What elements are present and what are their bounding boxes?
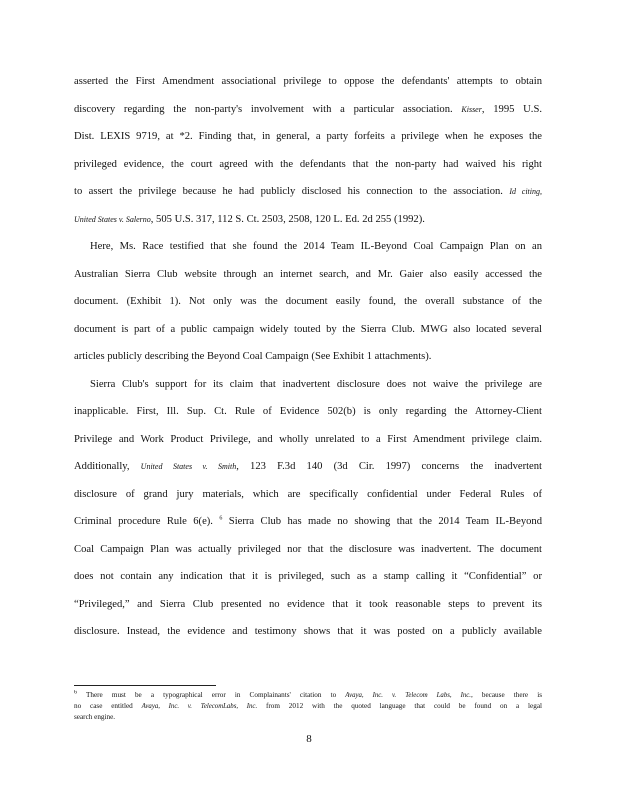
footnote <box>74 690 542 722</box>
case-citation: United States v. Smith <box>140 462 237 471</box>
text-line: Privilege and Work Product Privilege, and wholly unrelated to a First Amendment privilege claim. <box>74 433 542 445</box>
text-line: inapplicable. First, Ill. Sup. Ct. Rule of Evidence 502(b) is only regarding the Attorney-Client <box>74 406 542 417</box>
text-line: disclosure of grand jury materials, which are specifically confidential under Federal Rules of <box>74 488 542 500</box>
body-text <box>74 68 542 646</box>
text-line: document is part of a public campaign widely touted by the Sierra Club. MWG also located several <box>74 323 542 335</box>
case-citation: United States v. Salerno <box>74 214 151 224</box>
text-line: to assert the privilege because he had publicly disclosed his connection to the association. Id citing, <box>74 186 542 197</box>
text-line: discovery regarding the non-party's involvement with a particular association. Kisser, 1995 U.S. <box>74 103 542 115</box>
text-line: United States v. Salerno, 505 U.S. 317, 112 S. Ct. 2503, 2508, 120 L. Ed. 2d 255 (1992). <box>74 213 425 225</box>
text-line: Dist. LEXIS 9719, at *2. Finding that, in general, a party forfeits a privilege when he exposes the <box>74 131 542 142</box>
text-line: articles publicly describing the Beyond Coal Campaign (See Exhibit 1 attachments). <box>74 351 432 362</box>
footnote-marker: 6 <box>74 690 77 696</box>
footnote-reference[interactable]: 6 <box>219 515 223 522</box>
text-line: document. (Exhibit 1). Not only was the document easily found, the overall substance of the <box>74 296 542 307</box>
text-line: disclosure. Instead, the evidence and testimony shows that it was posted on a publicly available <box>74 626 542 637</box>
text-line: does not contain any indication that it is privileged, such as a stamp calling it “Confidential” or <box>74 571 542 582</box>
footnote-line: search engine. <box>74 713 116 721</box>
footnote-line: no case entitled Avaya, Inc. v. TelecomLabs, Inc. from 2012 with the quoted language that could be found on a legal <box>74 702 542 710</box>
text-line: “Privileged,” and Sierra Club presented no evidence that it took reasonable steps to prevent its <box>74 598 542 610</box>
case-citation: Avaya, Inc. v. Telecom Labs, Inc. <box>345 692 471 699</box>
case-citation: Id citing, <box>509 187 542 196</box>
footnote-line: $^6$ There must be a typographical error in Complainants' citation to Avaya, Inc. v. Telecom Labs, Inc., because there is <box>74 690 542 699</box>
text-line: Australian Sierra Club website through an internet search, and Mr. Gaier also easily accessed the <box>74 268 542 280</box>
text-line: Here, Ms. Race testified that she found the 2014 Team IL-Beyond Coal Campaign Plan on an <box>90 241 542 252</box>
text-line: Additionally, United States v. Smith, 123 F.3d 140 (3d Cir. 1997) concerns the inadvertent <box>74 461 542 472</box>
footnote-divider <box>74 685 216 686</box>
text-line: Sierra Club's support for its claim that inadvertent disclosure does not waive the privilege are <box>90 378 542 390</box>
text-line: privileged evidence, the court agreed with the defendants that the non-party had waived his right <box>74 158 542 170</box>
case-citation: Kisser <box>461 104 482 114</box>
text-line: Coal Campaign Plan was actually privileged nor that the disclosure was inadvertent. The document <box>74 543 542 555</box>
page-number: 8 <box>306 733 312 745</box>
text-line: asserted the First Amendment associational privilege to oppose the defendants' attempts to obtain <box>74 76 542 87</box>
case-citation: Avaya, Inc. v. TelecomLabs, Inc. <box>141 703 258 710</box>
text-line: Criminal procedure Rule 6(e). $^6$ Sierra Club has made no showing that the 2014 Team IL-Beyond <box>74 515 542 527</box>
